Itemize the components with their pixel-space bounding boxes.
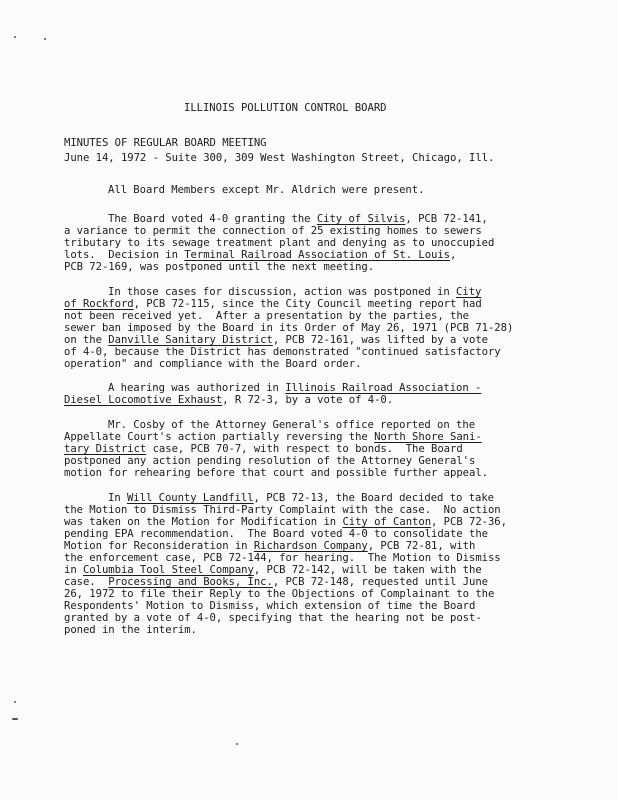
- case-name: Illinois Railroad Association -: [285, 382, 482, 394]
- case-name: Terminal Railroad Association of St. Louis: [184, 249, 451, 261]
- paragraph-line: not been received yet. After a presentation by the parties, the: [64, 310, 469, 322]
- case-name: Processing and Books, Inc.: [108, 576, 273, 588]
- case-name: Diesel Locomotive Exhaust: [64, 394, 223, 406]
- paragraph-line: the enforcement case, PCB 72-144, for hearing. The Motion to Dismiss: [64, 552, 501, 564]
- paragraph-line: In Will County Landfill, PCB 72-13, the Board decided to take: [108, 492, 495, 504]
- paragraph-line: Mr. Cosby of the Attorney General's office reported on the: [108, 419, 476, 431]
- case-name: City of Silvis: [316, 213, 406, 225]
- paragraph-line: a variance to permit the connection of 25 existing homes to sewers: [64, 225, 482, 237]
- paragraph-line: was taken on the Motion for Modification in City of Canton, PCB 72-36,: [64, 516, 507, 528]
- paragraph-line: The Board voted 4-0 granting the City of Silvis, PCB 72-141,: [108, 213, 488, 225]
- case-name: City of Canton: [342, 516, 432, 528]
- attendance-text: All Board Members except Mr. Aldrich were present.: [108, 184, 425, 196]
- paragraph-line: tary District case, PCB 70-7, with respect to bonds. The Board: [64, 443, 463, 455]
- paragraph-line: PCB 72-169, was postponed until the next meeting.: [64, 261, 375, 273]
- paragraph-line: In those cases for discussion, action was postponed in City: [108, 286, 482, 298]
- case-name: City: [456, 286, 482, 298]
- case-name: Columbia Tool Steel Company: [82, 564, 254, 576]
- scan-speck: [14, 701, 16, 703]
- case-name: Will County Landfill: [126, 492, 254, 504]
- paragraph-line: of Rockford, PCB 72-115, since the City Council meeting report had: [64, 298, 482, 310]
- paragraph-line: tributary to its sewage treatment plant and denying as to unoccupied: [64, 237, 495, 249]
- paragraph-line: Appellate Court's action partially reversing the North Shore Sani-: [64, 431, 482, 443]
- paragraph-line: on the Danville Sanitary District, PCB 72-161, was lifted by a vote: [64, 334, 488, 346]
- paragraph-line: motion for rehearing before that court and possible further appeal.: [64, 467, 488, 479]
- case-name: Danville Sanitary District: [108, 334, 273, 346]
- case-name: Richardson Company: [253, 540, 368, 552]
- paragraph-line: case. Processing and Books, Inc., PCB 72-148, requested until June: [64, 576, 488, 588]
- paragraph-line: lots. Decision in Terminal Railroad Association of St. Louis,: [64, 249, 457, 261]
- paragraph-line: pending EPA recommendation. The Board voted 4-0 to consolidate the: [64, 528, 488, 540]
- scan-speck: [236, 743, 238, 745]
- paragraph-line: Diesel Locomotive Exhaust, R 72-3, by a vote of 4-0.: [64, 394, 394, 406]
- paragraph-line: Respondents' Motion to Dismiss, which extension of time the Board: [64, 600, 476, 612]
- meeting-date-location: June 14, 1972 - Suite 300, 309 West Washington Street, Chicago, Ill.: [64, 152, 495, 164]
- paragraph-line: of 4-0, because the District has demonstrated "continued satisfactory: [64, 346, 501, 358]
- case-name: tary District: [64, 443, 147, 455]
- paragraph-line: postponed any action pending resolution of the Attorney General's: [64, 455, 476, 467]
- paragraph-line: A hearing was authorized in Illinois Railroad Association -: [108, 382, 482, 394]
- paragraph-line: Motion for Reconsideration in Richardson Company, PCB 72-81, with: [64, 540, 476, 552]
- paragraph-line: poned in the interim.: [64, 624, 197, 636]
- scan-speck: [12, 718, 18, 720]
- case-name: of Rockford: [64, 298, 134, 310]
- paragraph-line: in Columbia Tool Steel Company, PCB 72-142, will be taken with the: [64, 564, 482, 576]
- paragraph-line: sewer ban imposed by the Board in its Order of May 26, 1971 (PCB 71-28): [64, 322, 514, 334]
- paragraph-line: granted by a vote of 4-0, specifying that the hearing not be post-: [64, 612, 482, 624]
- paragraph-line: 26, 1972 to file their Reply to the Objections of Complainant to the: [64, 588, 495, 600]
- minutes-heading: MINUTES OF REGULAR BOARD MEETING: [64, 137, 267, 149]
- paragraph-line: operation" and compliance with the Board order.: [64, 358, 362, 370]
- case-name: North Shore Sani-: [374, 431, 482, 443]
- page-title: ILLINOIS POLLUTION CONTROL BOARD: [184, 102, 387, 114]
- scan-speck: [14, 36, 16, 38]
- scan-speck: [44, 38, 46, 40]
- paragraph-line: the Motion to Dismiss Third-Party Complaint with the case. No action: [64, 504, 501, 516]
